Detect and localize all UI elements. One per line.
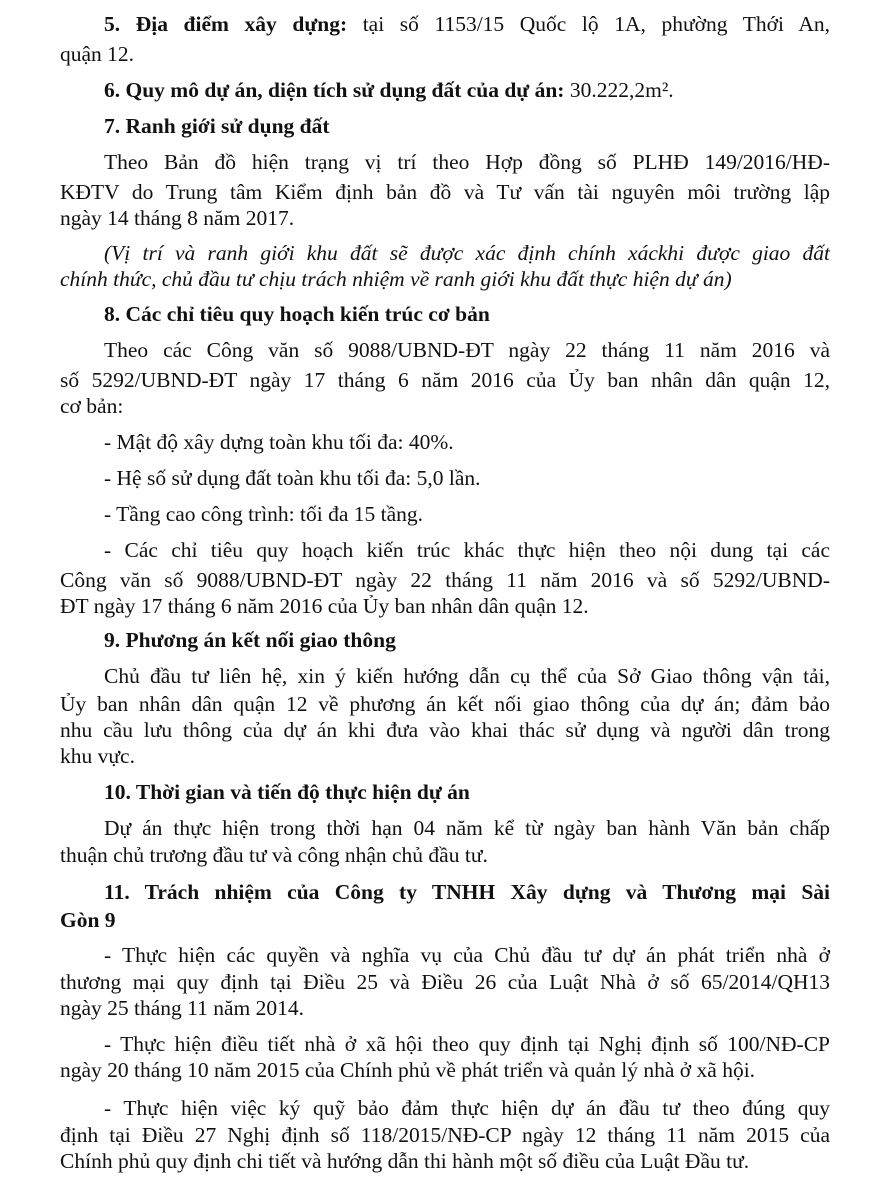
section-8-bullet-1: - Mật độ xây dựng toàn khu tối đa: 40%. — [104, 430, 454, 454]
section-11-p3-line-3: Chính phủ quy định chi tiết và hướng dẫn thi hành một số điều của Luật Đầu tư. — [60, 1149, 750, 1173]
section-9-line-3: nhu cầu lưu thông của dự án khi đưa vào khai thác sử dụng và người dân trong — [60, 718, 830, 742]
section-11-p1-line-1: - Thực hiện các quyền và nghĩa vụ của Chủ đầu tư dự án phát triển nhà ở — [104, 943, 830, 967]
section-10-heading: 10. Thời gian và tiến độ thực hiện dự án — [104, 780, 470, 804]
section-11-heading-1: 11. Trách nhiệm của Công ty TNHH Xây dựng và Thương mại Sài — [104, 880, 830, 904]
section-10-line-1: Dự án thực hiện trong thời hạn 04 năm kể từ ngày ban hành Văn bản chấp — [104, 816, 830, 840]
section-5-text-1: tại số 1153/15 Quốc lộ 1A, phường Thới An, — [362, 12, 830, 36]
section-11-p3-line-2: định tại Điều 27 Nghị định số 118/2015/NĐ-CP ngày 12 tháng 11 năm 2015 của — [60, 1123, 830, 1147]
section-8-heading: 8. Các chỉ tiêu quy hoạch kiến trúc cơ bản — [104, 302, 490, 326]
section-5-heading: 5. Địa điểm xây dựng: — [104, 12, 348, 36]
section-7-line-2: KĐTV do Trung tâm Kiểm định bản đồ và Tư vấn tài nguyên môi trường lập — [60, 180, 830, 204]
section-9-line-1: Chủ đầu tư liên hệ, xin ý kiến hướng dẫn cụ thể của Sở Giao thông vận tải, — [104, 664, 830, 688]
section-7-note-2: chính thức, chủ đầu tư chịu trách nhiệm về ranh giới khu đất thực hiện dự án) — [60, 267, 732, 291]
section-11-heading-2: Gòn 9 — [60, 908, 116, 932]
section-11-p2-line-2: ngày 20 tháng 10 năm 2015 của Chính phủ về phát triển và quản lý nhà ở xã hội. — [60, 1058, 756, 1082]
section-8-bullet-3: - Tầng cao công trình: tối đa 15 tầng. — [104, 502, 424, 526]
section-7-line-3: ngày 14 tháng 8 năm 2017. — [60, 206, 295, 230]
section-11-p1-line-2: thương mại quy định tại Điều 25 và Điều 26 của Luật Nhà ở số 65/2014/QH13 — [60, 970, 830, 994]
section-11-p2-line-1: - Thực hiện điều tiết nhà ở xã hội theo quy định tại Nghị định số 100/NĐ-CP — [104, 1032, 830, 1056]
section-5-text-2: quận 12. — [60, 42, 135, 66]
section-6-heading: 6. Quy mô dự án, diện tích sử dụng đất của dự án: — [104, 78, 565, 102]
section-8-line-3: cơ bản: — [60, 394, 124, 418]
section-6-value: 30.222,2m². — [569, 78, 674, 102]
section-8-line-2: số 5292/UBND-ĐT ngày 17 tháng 6 năm 2016 của Ủy ban nhân dân quận 12, — [60, 368, 830, 392]
section-7-heading: 7. Ranh giới sử dụng đất — [104, 114, 330, 138]
section-9-line-2: Ủy ban nhân dân quận 12 về phương án kết nối giao thông của dự án; đảm bảo — [60, 692, 830, 716]
section-11-p1-line-3: ngày 25 tháng 11 năm 2014. — [60, 996, 305, 1020]
section-7-line-1: Theo Bản đồ hiện trạng vị trí theo Hợp đồng số PLHĐ 149/2016/HĐ- — [104, 150, 830, 174]
section-8-bullet-2: - Hệ số sử dụng đất toàn khu tối đa: 5,0 lần. — [104, 466, 481, 490]
section-8-line-1: Theo các Công văn số 9088/UBND-ĐT ngày 22 tháng 11 năm 2016 và — [104, 338, 830, 362]
section-11-p3-line-1: - Thực hiện việc ký quỹ bảo đảm thực hiện dự án đầu tư theo đúng quy — [104, 1096, 830, 1120]
section-7-note-1: (Vị trí và ranh giới khu đất sẽ được xác định chính xáckhi được giao đất — [104, 241, 830, 265]
section-9-line-4: khu vực. — [60, 744, 135, 768]
section-8-other-2: Công văn số 9088/UBND-ĐT ngày 22 tháng 11 năm 2016 và số 5292/UBND- — [60, 568, 830, 592]
section-5-line-1 — [104, 14, 830, 36]
section-6-line — [104, 80, 674, 102]
section-8-other-3: ĐT ngày 17 tháng 6 năm 2016 của Ủy ban nhân dân quận 12. — [60, 594, 589, 618]
section-9-heading: 9. Phương án kết nối giao thông — [104, 628, 396, 652]
section-8-other-1: - Các chỉ tiêu quy hoạch kiến trúc khác thực hiện theo nội dung tại các — [104, 538, 830, 562]
section-10-line-2: thuận chủ trương đầu tư và công nhận chủ đầu tư. — [60, 843, 488, 867]
